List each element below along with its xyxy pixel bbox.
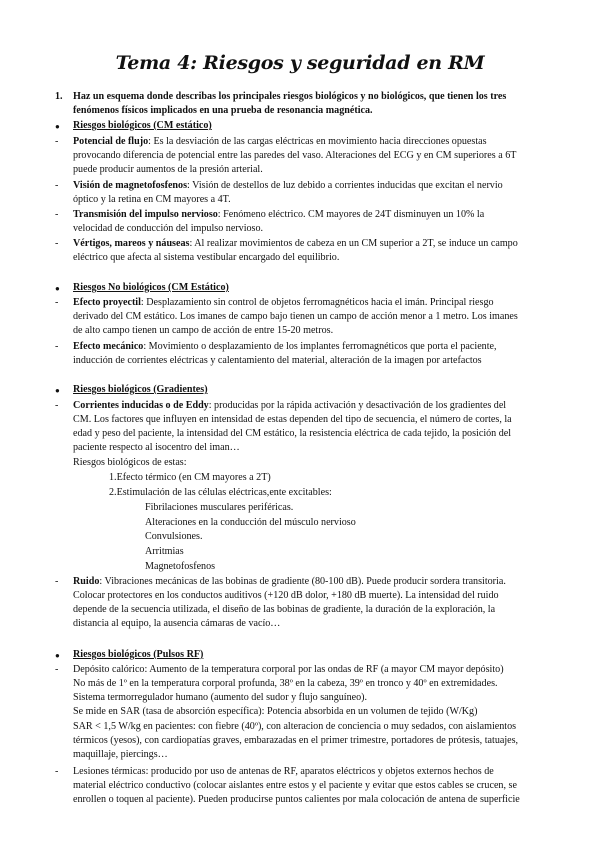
definition: : Desplazamiento sin control de objetos ferromagnéticos hacia el imán. Principal riesgo — [140, 297, 494, 308]
paragraph-line: Se mide en SAR (tasa de absorción específica): Potencia absorbida en un volumen de tejido (W/Kg) — [73, 706, 478, 717]
dash-icon: - — [55, 180, 59, 191]
list-item: Alteraciones en la conducción del músculo nervioso — [145, 517, 356, 528]
paragraph-line: edad y peso del paciente, la intensidad del CM estático, la resistencia eléctrica de cada tejido, la posición del — [73, 428, 512, 439]
paragraph-line: de alto campo tienen un campo de acción de entre 15-20 metros. — [73, 325, 334, 336]
numbered-item: 2.Estimulación de las células eléctricas,ente excitables: — [109, 487, 332, 498]
paragraph-line — [73, 340, 497, 354]
sub-label: Riesgos biológicos de estas: — [73, 457, 187, 468]
paragraph-line — [73, 208, 484, 222]
term: Visión de magnetofosfenos — [73, 180, 188, 191]
paragraph-line: Sistema termorregulador humano (aumento del sudor y flujo sanguíneo). — [73, 692, 368, 703]
page-title: Tema 4: Riesgos y seguridad en RM — [115, 52, 485, 74]
paragraph-line: Colocar protectores en los conductos auditivos (+120 dB dolor, +180 dB muerte). La intensidad del ruido — [73, 590, 499, 601]
question-number: 1. — [55, 91, 63, 102]
definition: : Visión de destellos de luz debido a corrientes inducidas que excitan el nervio — [187, 180, 503, 191]
numbered-item: 1.Efecto térmico (en CM mayores a 2T) — [109, 472, 271, 483]
list-item: Fibrilaciones musculares periféricas. — [145, 502, 294, 513]
dash-icon: - — [55, 238, 59, 249]
section-heading: Riesgos biológicos (CM estático) — [73, 120, 212, 131]
paragraph-line: derivado del CM estático. Los imanes de campo bajo tienen un campo de acción menor a 1 metro. Los imanes — [73, 311, 518, 322]
bullet-icon: ● — [55, 651, 60, 660]
dash-icon: - — [55, 209, 59, 220]
paragraph-line: SAR < 1,5 W/kg en pacientes: con fiebre (40º), con alteracion de conciencia o muy sedados, con aislamientos — [73, 721, 517, 732]
section-heading: Riesgos biológicos (Pulsos RF) — [73, 649, 204, 660]
term: Efecto proyectil — [73, 297, 141, 308]
paragraph-line: térmicos (yesos), con cardiopatías graves, embarazadas en el primer trimestre, portadores de prótesis, tatuajes, — [73, 735, 519, 746]
dash-icon: - — [55, 297, 59, 308]
section-heading: Riesgos No biológicos (CM Estático) — [73, 282, 229, 293]
dash-icon: - — [55, 576, 59, 587]
paragraph-line: enrollen o toquen al paciente). Pueden producirse puntos calientes por mala colocación de antena de superficie — [73, 794, 520, 805]
paragraph-line: Depósito calórico: Aumento de la temperatura corporal por las ondas de RF (a mayor CM mayor depósito) — [73, 664, 504, 675]
paragraph-line: CM. Los factores que influyen en intensidad de estas dependen del tipo de secuencia, el número de cortes, la — [73, 414, 512, 425]
paragraph-line — [73, 237, 518, 251]
paragraph-line — [73, 179, 503, 193]
paragraph-line: material eléctrico conductivo (colocar aislantes entre estos y el paciente y evitar que estos cables se crucen, se — [73, 780, 517, 791]
term: Vértigos, mareos y náuseas — [73, 238, 190, 249]
dash-icon: - — [55, 136, 59, 147]
definition: : producidas por la rápida activación y desactivación de los gradientes del — [208, 400, 507, 411]
dash-icon: - — [55, 400, 59, 411]
paragraph-line: eléctrico que afecta al sistema vestibular encargado del equilibrio. — [73, 252, 340, 263]
paragraph-line — [73, 399, 506, 413]
paragraph-line: provocando diferencia de potencial entre las paredes del vaso. Alteraciones del ECG y en CM superiores a 6T — [73, 150, 517, 161]
paragraph-line: depende de la secuencia utilizada, el diseño de las bobinas de gradiente, la duración de la exploración, la — [73, 604, 496, 615]
paragraph-line: velocidad de conducción del impulso nervioso. — [73, 223, 264, 234]
bullet-icon: ● — [55, 122, 60, 131]
term: Ruido — [73, 576, 100, 587]
paragraph-line — [73, 575, 506, 589]
paragraph-line: inducción de corrientes eléctricas y calentamiento del material, alteración de la imagen por artefactos — [73, 355, 482, 366]
dash-icon: - — [55, 664, 59, 675]
paragraph-line: paciente respecto al isocentro del iman… — [73, 442, 240, 453]
paragraph-line: puede producir aumentos de la presión arterial. — [73, 164, 263, 175]
bullet-icon: ● — [55, 284, 60, 293]
paragraph-line: distancia al equipo, la ausencia cámaras de vacío… — [73, 618, 281, 629]
question-line: Haz un esquema donde describas los principales riesgos biológicos y no biológicos, que tienen los tres — [73, 91, 507, 102]
definition: : Vibraciones mecánicas de las bobinas de gradiente (80-100 dB). Puede producir sordera transitoria. — [99, 576, 506, 587]
section-heading: Riesgos biológicos (Gradientes) — [73, 384, 208, 395]
term: Potencial de flujo — [73, 136, 149, 147]
paragraph-line: Lesiones térmicas: producido por uso de antenas de RF, aparatos eléctricos y objetos externos hechos de — [73, 766, 494, 777]
term: Corrientes inducidas o de Eddy — [73, 400, 209, 411]
list-item: Arritmias — [145, 546, 184, 557]
bullet-icon: ● — [55, 386, 60, 395]
definition: : Movimiento o desplazamiento de los implantes ferromagnéticos que porta el paciente, — [143, 341, 497, 352]
list-item: Convulsiones. — [145, 531, 203, 542]
paragraph-line — [73, 135, 487, 149]
list-item: Magnetofosfenos — [145, 561, 216, 572]
definition: : Es la desviación de las cargas eléctricas en movimiento hacia direcciones opuestas — [148, 136, 487, 147]
dash-icon: - — [55, 766, 59, 777]
definition: : Al realizar movimientos de cabeza en un CM superior a 2T, se induce un campo — [189, 238, 518, 249]
paragraph-line: No más de 1º en la temperatura corporal profunda, 38º en la cabeza, 39º en tronco y 40º en extremidades. — [73, 678, 498, 689]
question-line: fenómenos físicos implicados en una prueba de resonancia magnética. — [73, 105, 373, 116]
paragraph-line — [73, 296, 494, 310]
paragraph-line: maquillaje, piercings… — [73, 749, 168, 760]
term: Transmisión del impulso nervioso — [73, 209, 218, 220]
term: Efecto mecánico — [73, 341, 144, 352]
paragraph-line: óptico y la retina en CM mayores a 4T. — [73, 194, 231, 205]
dash-icon: - — [55, 341, 59, 352]
definition: : Fenómeno eléctrico. CM mayores de 24T disminuyen un 10% la — [217, 209, 485, 220]
